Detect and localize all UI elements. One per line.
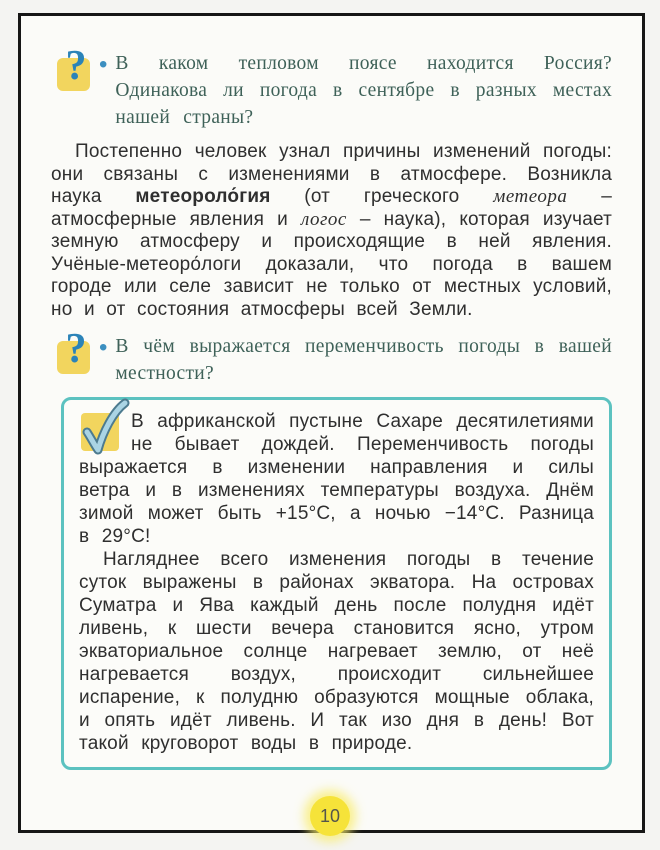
bullet-icon: • bbox=[99, 334, 108, 361]
term-meteora: метеора bbox=[493, 186, 568, 207]
info-box-paragraph-2: Нагляднее всего изменения погоды в течение суток выражены в районах экватора. На островах Суматра и Ява каждый день после полудня идёт ливень, к шести вечера становится ясно, утром экваториальное солнце нагревает землю, от неё нагревается воздух, происходит сильнейшее испарение, к полудню образуются мощные облака, и опять идёт ливень. И так изо дня в день! Вот такой круговорот воды в природе. bbox=[79, 549, 594, 754]
question-mark-icon bbox=[57, 43, 97, 94]
text-segment: Постепенно человек узнал причины изменений погоды: они связаны с изменениями в атмосфере. Возникла наука bbox=[51, 141, 612, 207]
text-segment: В африканской пустыне Сахаре десятилетиями не бывает дождей. Переменчивость погоды выражается в изменении направления и силы ветра и в изменениях температуры воздуха. Днём зимой может быть +15°С, а ночью −14°С. Разница в 29°С! bbox=[79, 411, 594, 547]
page-content bbox=[21, 16, 642, 770]
text-segment: (от греческого bbox=[270, 186, 494, 207]
question-mark-glyph: ? bbox=[65, 326, 87, 372]
question-text-1: В каком тепловом поясе находится Россия? Одинакова ли погода в сентябре в разных местах нашей страны? bbox=[115, 53, 612, 128]
question-block-1 bbox=[51, 43, 612, 131]
page-frame bbox=[18, 13, 645, 833]
term-meteorology: метеороло́гия bbox=[135, 186, 271, 207]
question-mark-icon bbox=[57, 326, 97, 377]
text-segment: – наука), которая изучает земную атмосферу и происходящие в ней явления. Учёные-метеоро́логи доказали, что погода в вашем городе или селе зависит не только от местных условий, но и от состояния атмосферы всей Земли. bbox=[51, 208, 613, 320]
term-logos: логос bbox=[300, 208, 347, 230]
question-block-2 bbox=[51, 326, 612, 387]
text-segment: – атмосферные явления и bbox=[51, 186, 612, 230]
question-mark-glyph: ? bbox=[65, 43, 87, 89]
check-mark-glyph bbox=[77, 398, 131, 458]
page-number-badge: 10 bbox=[310, 796, 350, 836]
main-paragraph bbox=[51, 141, 612, 321]
question-text-2: В чём выражается переменчивость погоды в вашей местности? bbox=[115, 336, 612, 384]
bullet-icon: • bbox=[99, 51, 108, 78]
check-icon bbox=[79, 410, 131, 456]
info-box-paragraph-1 bbox=[79, 410, 594, 548]
info-box bbox=[61, 397, 612, 770]
